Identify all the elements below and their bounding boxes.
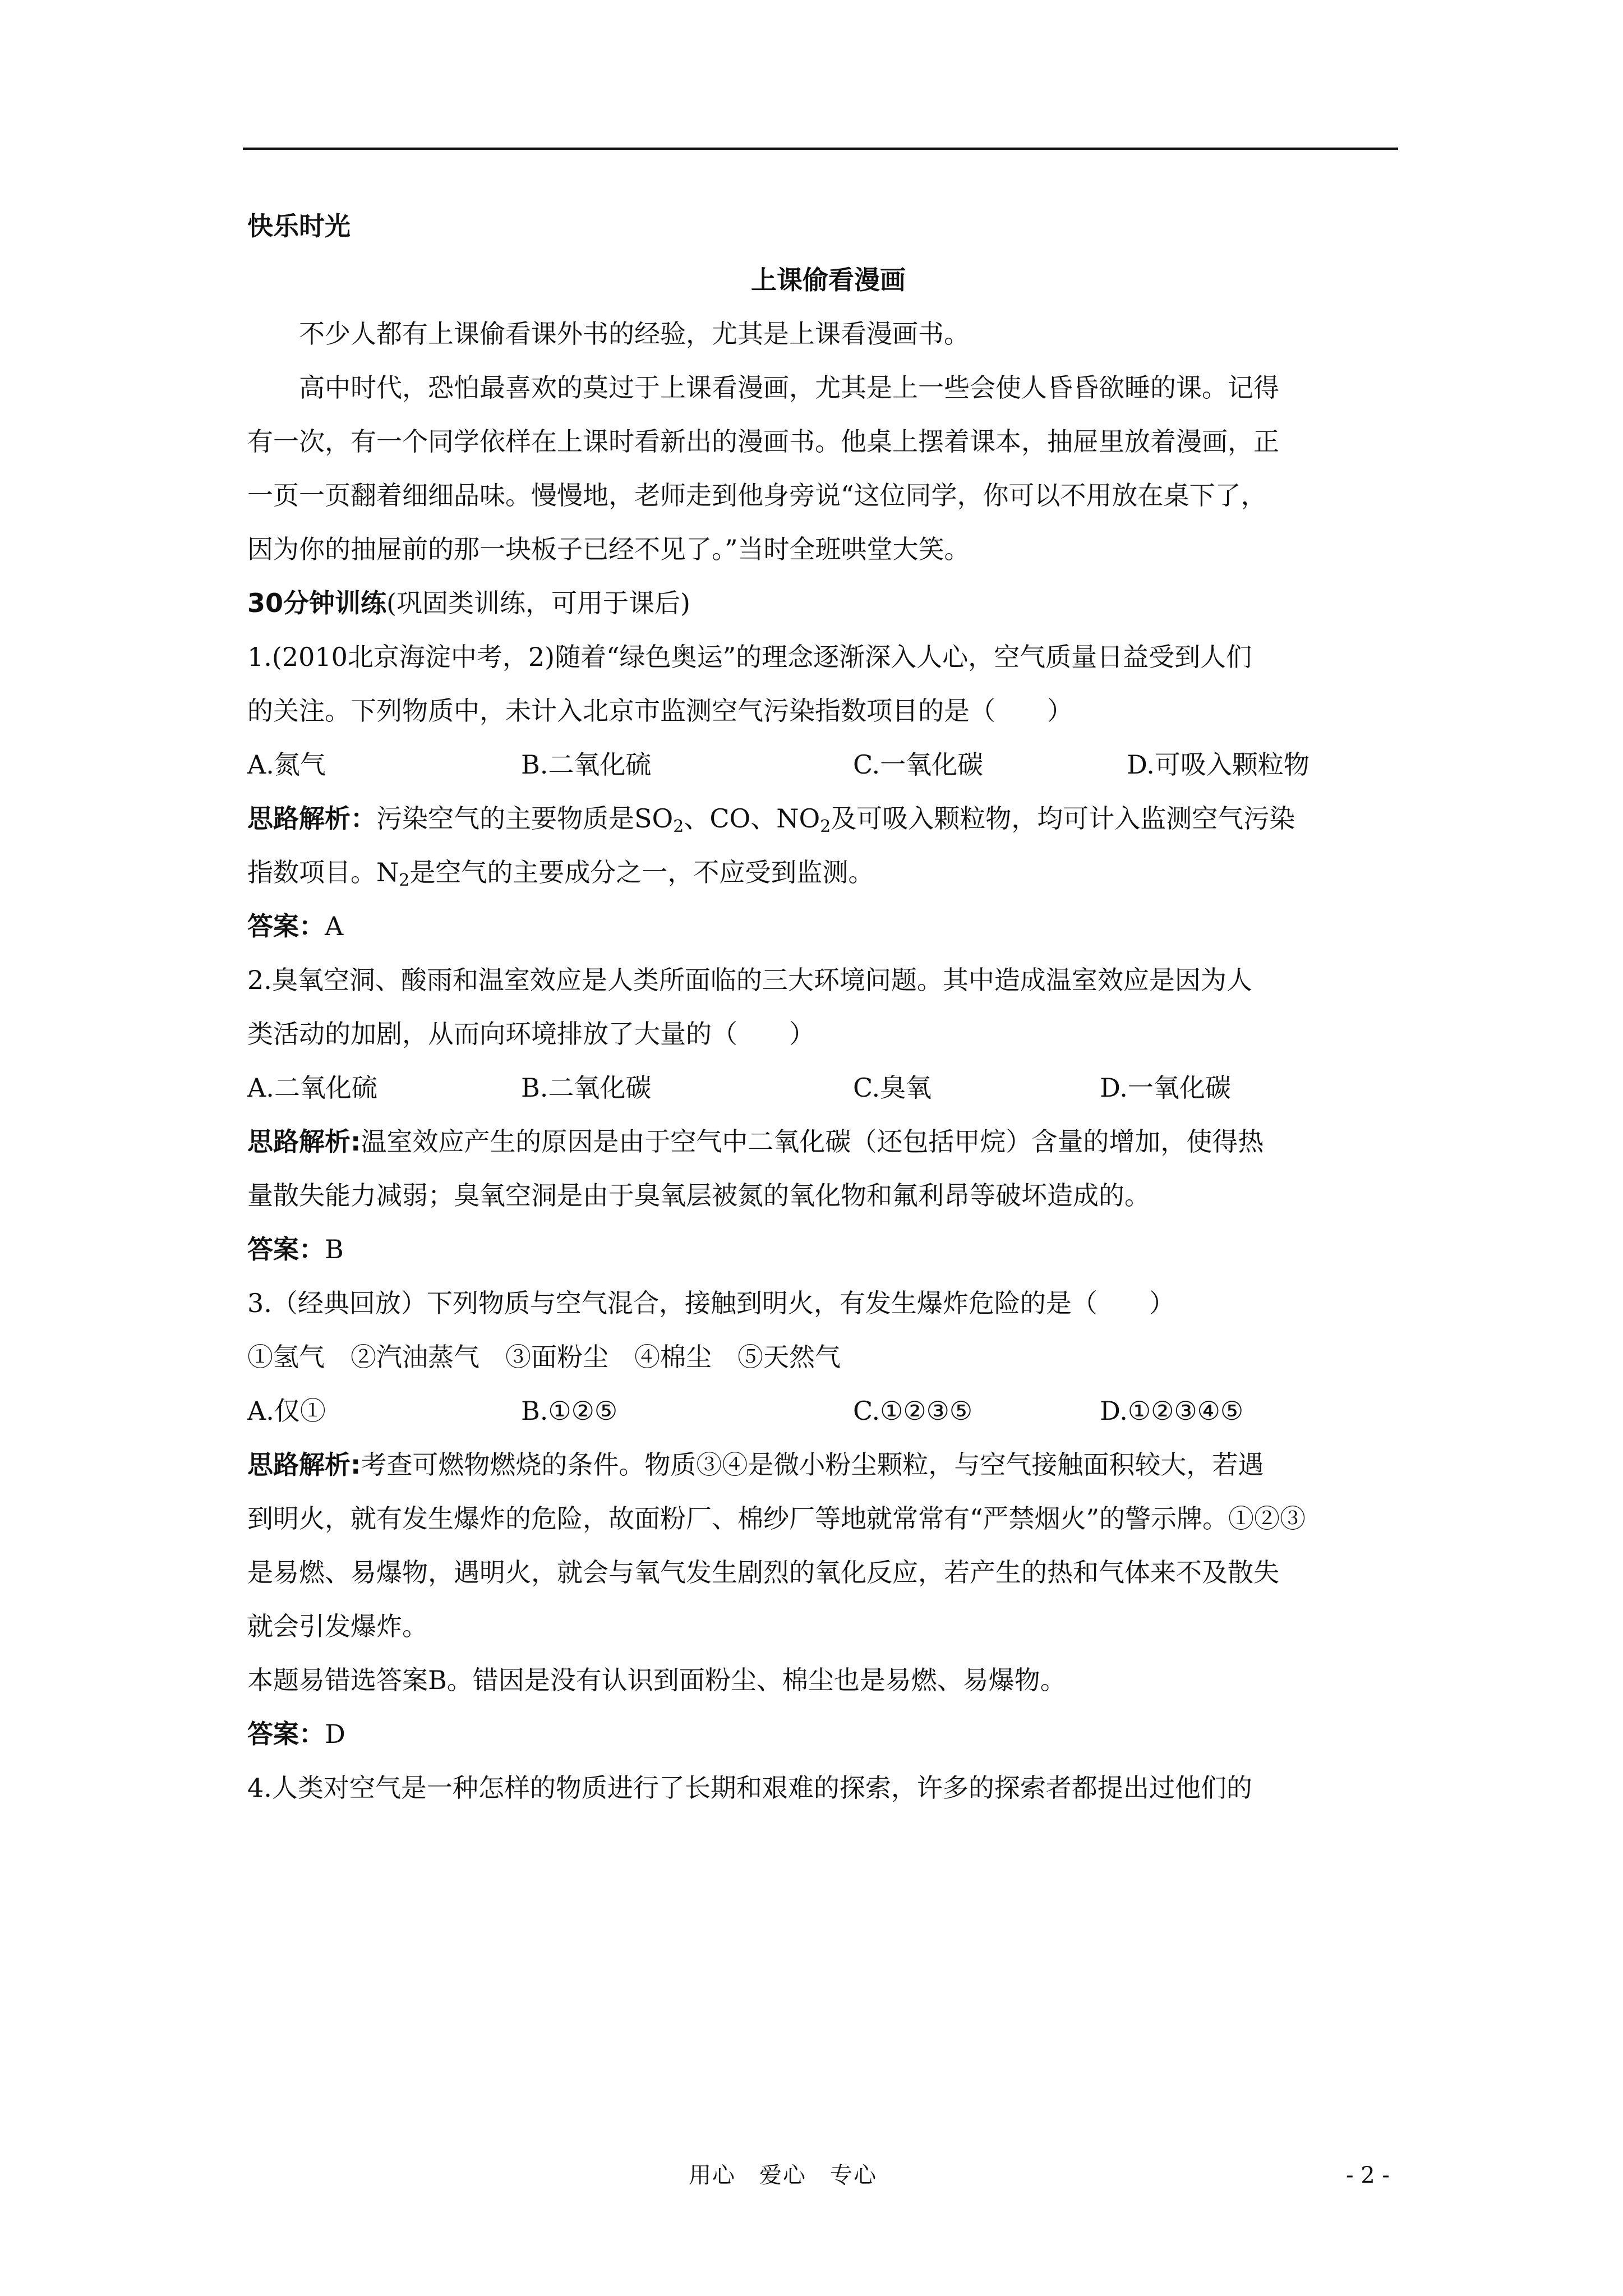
- q1-analysis-text-e: 是空气的主要成分之一，不应受到监测。: [409, 857, 874, 887]
- q1-analysis-line2: [247, 845, 1409, 899]
- q1-options: [247, 738, 1409, 792]
- q4-line1: 4.人类对空气是一种怎样的物质进行了长期和艰难的探索，许多的探索者都提出过他们的: [247, 1773, 1252, 1803]
- q1-analysis-text-d: 指数项目。N: [247, 857, 399, 887]
- page-number: - 2 -: [1346, 2162, 1390, 2188]
- q2-analysis-text-1: 温室效应产生的原因是由于空气中二氧化碳（还包括甲烷）含量的增加，使得热: [361, 1126, 1264, 1157]
- q3-analysis-text-1: 考查可燃物燃烧的条件。物质③④是微小粉尘颗粒，与空气接触面积较大，若遇: [361, 1450, 1264, 1480]
- q1-subscript-no2: 2: [820, 817, 831, 836]
- q3-analysis-line2: 到明火，就有发生爆炸的危险，故面粉厂、棉纱厂等地就常常有“严禁烟火”的警示牌。①②③: [247, 1503, 1306, 1534]
- q2-analysis-line1: [247, 1115, 1409, 1168]
- q2-line2: 类活动的加剧，从而向环境排放了大量的（ ）: [247, 1019, 815, 1049]
- q1-line1: 1.(2010北京海淀中考，2)随着“绿色奥运”的理念逐渐深入人心，空气质量日益受到人们: [247, 642, 1252, 672]
- q1-option-a: A.氮气: [247, 749, 326, 780]
- q1-line2: 的关注。下列物质中，未计入北京市监测空气污染指数项目的是（ ）: [247, 696, 1073, 726]
- q1-answer-value: A: [325, 911, 344, 941]
- q1-analysis-text-b: 、CO、NO: [684, 803, 820, 834]
- q3-answer-label: 答案：: [247, 1719, 325, 1749]
- q2-option-d: D.一氧化碳: [1100, 1073, 1231, 1103]
- q2-answer: [247, 1222, 1409, 1276]
- q3-analysis-label: 思路解析:: [247, 1450, 361, 1480]
- q2-answer-value: B: [325, 1234, 344, 1264]
- q1-answer-label: 答案：: [247, 911, 325, 941]
- q3-analysis-line4: 就会引发爆炸。: [247, 1611, 428, 1641]
- q2-option-c: C.臭氧: [853, 1073, 932, 1103]
- training-title: 30分钟训练: [247, 588, 387, 618]
- story-paragraph-1: 不少人都有上课偷看课外书的经验，尤其是上课看漫画书。: [299, 319, 970, 349]
- q1-subscript-so2: 2: [673, 817, 684, 836]
- footer-motto: 用心 爱心 专心: [689, 2162, 877, 2188]
- q3-answer-value: D: [325, 1719, 345, 1749]
- q2-analysis-line2: 量散失能力减弱；臭氧空洞是由于臭氧层被氮的氧化物和氟利昂等破坏造成的。: [247, 1180, 1150, 1211]
- q2-option-b: B.二氧化碳: [521, 1073, 652, 1103]
- q3-option-d: D.①②③④⑤: [1100, 1396, 1244, 1426]
- story-title: 上课偷看漫画: [751, 265, 906, 295]
- q1-analysis-line1: [247, 792, 1409, 845]
- q2-analysis-label: 思路解析:: [247, 1126, 361, 1157]
- q1-option-c: C.一氧化碳: [853, 749, 984, 780]
- q1-option-d: D.可吸入颗粒物: [1127, 749, 1310, 780]
- q1-analysis-text-c: 及可吸入颗粒物，均可计入监测空气污染: [831, 803, 1295, 834]
- q3-analysis-line1: [247, 1438, 1409, 1492]
- q3-items: ①氢气 ②汽油蒸气 ③面粉尘 ④棉尘 ⑤天然气: [247, 1342, 841, 1372]
- q2-option-a: A.二氧化硫: [247, 1073, 377, 1103]
- q3-option-c: C.①②③⑤: [853, 1396, 973, 1426]
- story-paragraph-2: 高中时代，恐怕最喜欢的莫过于上课看漫画，尤其是上一些会使人昏昏欲睡的课。记得: [299, 372, 1279, 403]
- q1-analysis-text-a: 污染空气的主要物质是SO: [376, 803, 674, 834]
- story-paragraph-2-cont3: 因为你的抽屉前的那一块板子已经不见了。”当时全班哄堂大笑。: [247, 534, 970, 564]
- q2-line1: 2.臭氧空洞、酸雨和温室效应是人类所面临的三大环境问题。其中造成温室效应是因为人: [247, 965, 1252, 995]
- section-title: 快乐时光: [247, 211, 351, 241]
- q1-analysis-label: 思路解析：: [247, 803, 376, 834]
- q1-subscript-n2: 2: [399, 871, 410, 890]
- header-rule: [243, 148, 1398, 150]
- q3-option-a: A.仅①: [247, 1396, 326, 1426]
- q2-answer-label: 答案：: [247, 1234, 325, 1264]
- q1-answer: [247, 899, 1409, 953]
- story-paragraph-2-cont2: 一页一页翻着细细品味。慢慢地，老师走到他身旁说“这位同学，你可以不用放在桌下了，: [247, 480, 1267, 510]
- q3-answer: [247, 1707, 1409, 1761]
- q3-note: 本题易错选答案B。错因是没有认识到面粉尘、棉尘也是易燃、易爆物。: [247, 1665, 1066, 1695]
- q3-option-b: B.①②⑤: [521, 1396, 618, 1426]
- q2-options: [247, 1061, 1409, 1115]
- story-paragraph-2-cont: 有一次，有一个同学依样在上课时看新出的漫画书。他桌上摆着课本，抽屉里放着漫画，正: [247, 426, 1279, 457]
- training-heading: [247, 576, 1409, 630]
- q3-line1: 3.（经典回放）下列物质与空气混合，接触到明火，有发生爆炸危险的是（ ）: [247, 1288, 1175, 1318]
- q1-option-b: B.二氧化硫: [521, 749, 652, 780]
- training-note: (巩固类训练，可用于课后): [386, 588, 690, 618]
- q3-options: [247, 1384, 1409, 1438]
- q3-analysis-line3: 是易燃、易爆物，遇明火，就会与氧气发生剧烈的氧化反应，若产生的热和气体来不及散失: [247, 1557, 1279, 1588]
- document-body: [247, 199, 1409, 1815]
